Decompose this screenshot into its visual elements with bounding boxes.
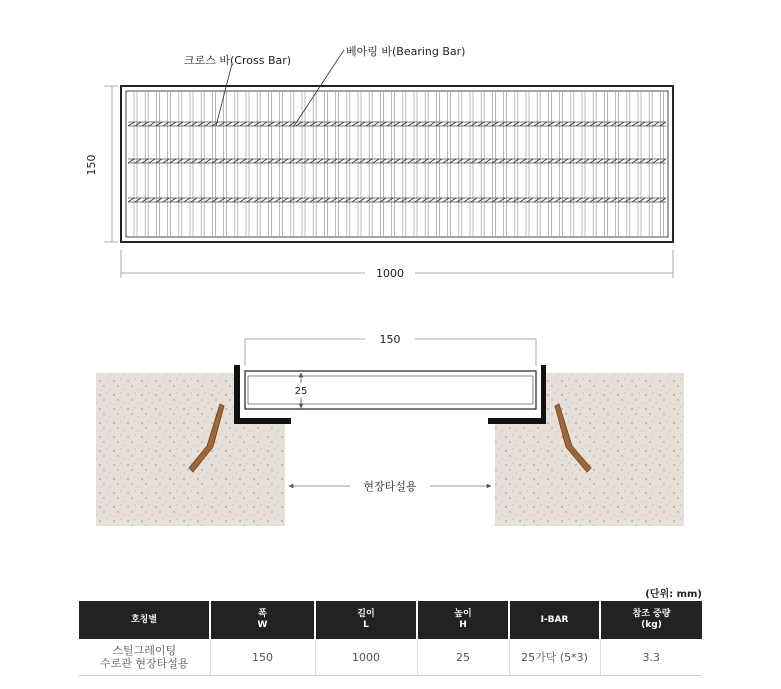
spec-table <box>79 601 702 676</box>
bearing-bar-label: 베아링 바(Bearing Bar) <box>346 45 466 58</box>
section-view <box>96 333 684 526</box>
width-dim-label: 150 <box>85 154 98 176</box>
header-width: 폭 W <box>210 601 315 639</box>
cell-length: 1000 <box>315 639 417 676</box>
grating-frame-outer <box>121 86 673 242</box>
unit-note: (단위: mm) <box>645 589 702 600</box>
grating-section <box>245 371 536 409</box>
height-dim-label: 25 <box>294 386 308 397</box>
cell-height: 25 <box>417 639 509 676</box>
length-dim-label: 1000 <box>376 267 404 280</box>
cell-width: 150 <box>210 639 315 676</box>
header-weight: 참조 중량 (kg) <box>600 601 702 639</box>
header-name: 호칭별 <box>79 601 210 639</box>
header-length: 길이 L <box>315 601 417 639</box>
cell-ibar: 25가닥 (5*3) <box>509 639 600 676</box>
spec-table-header <box>79 601 702 639</box>
top-view <box>85 44 673 280</box>
table-row <box>79 639 702 676</box>
section-width-label: 150 <box>379 333 401 346</box>
install-label: 현장타설용 <box>363 480 417 493</box>
header-ibar: I-BAR <box>509 601 600 639</box>
header-height: 높이 H <box>417 601 509 639</box>
cell-name: 스틸그레이팅 수로관 현장타설용 <box>79 639 210 676</box>
cross-bar-label: 크로스 바(Cross Bar) <box>184 54 292 67</box>
cell-weight: 3.3 <box>600 639 702 676</box>
